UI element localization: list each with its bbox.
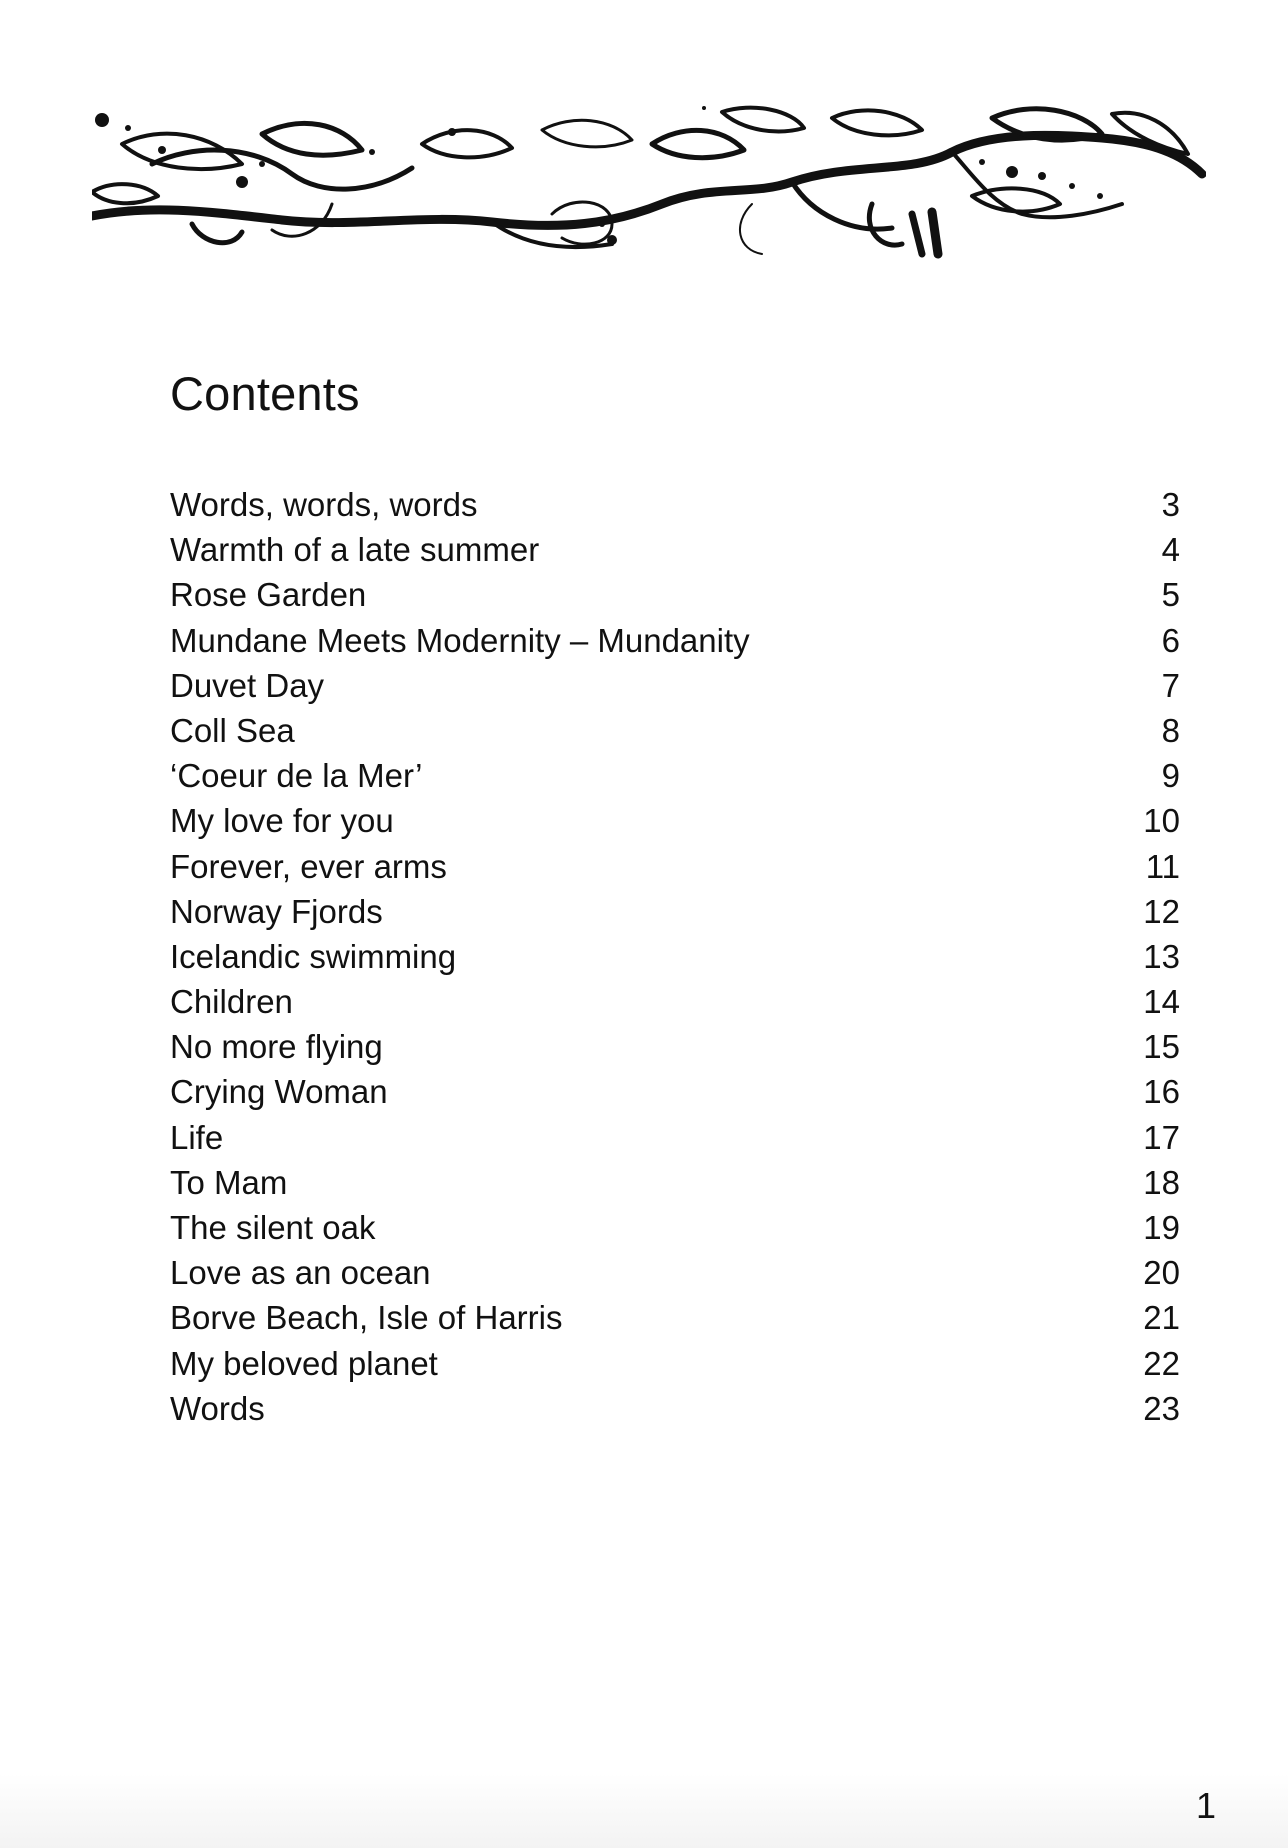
toc-entry-page: 7 xyxy=(1161,666,1180,704)
toc-entry-title: ‘Coeur de la Mer’ xyxy=(170,757,423,795)
toc-entry xyxy=(170,1341,1180,1386)
toc-entry-title: Norway Fjords xyxy=(170,892,383,930)
toc-entry-page: 5 xyxy=(1161,576,1180,614)
toc-entry xyxy=(170,527,1180,572)
toc-entry-title: Borve Beach, Isle of Harris xyxy=(170,1299,563,1337)
toc-entry-title: Forever, ever arms xyxy=(170,847,447,885)
toc-entry xyxy=(170,1069,1180,1114)
toc-entry-title: Icelandic swimming xyxy=(170,937,457,975)
toc-entry-title: Life xyxy=(170,1118,224,1156)
toc-entry xyxy=(170,708,1180,753)
toc-entry xyxy=(170,663,1180,708)
page-title: Contents xyxy=(170,367,360,420)
toc-entry-page: 20 xyxy=(1143,1254,1180,1292)
toc-entry-title: Words xyxy=(170,1389,265,1427)
toc-entry xyxy=(170,572,1180,617)
toc-entry xyxy=(170,979,1180,1024)
toc-entry-page: 11 xyxy=(1145,847,1180,885)
toc-entry xyxy=(170,889,1180,934)
toc-entry-title: Children xyxy=(170,983,293,1021)
vine-drawing xyxy=(92,104,1206,264)
toc-entry xyxy=(170,1205,1180,1250)
toc-entry-title: The silent oak xyxy=(170,1209,376,1246)
toc-entry-title: My beloved planet xyxy=(170,1344,438,1382)
toc-entry-page: 21 xyxy=(1143,1299,1180,1337)
toc-entry xyxy=(170,482,1180,527)
toc-entry-page: 9 xyxy=(1161,757,1180,795)
toc-entry-page: 14 xyxy=(1143,983,1180,1021)
toc-entry xyxy=(170,844,1180,889)
ink-vine-illustration-icon xyxy=(92,104,1206,264)
toc-entry-page: 13 xyxy=(1143,937,1180,975)
toc-entry-title: Warmth of a late summer xyxy=(170,531,540,569)
toc-entry-page: 12 xyxy=(1143,892,1180,930)
toc-entry-title: No more flying xyxy=(170,1028,383,1066)
toc-entry-page: 15 xyxy=(1143,1028,1180,1066)
toc-entry-page: 17 xyxy=(1143,1118,1180,1156)
toc-entry xyxy=(170,1295,1180,1340)
toc-entry xyxy=(170,798,1180,843)
toc-entry-title: Coll Sea xyxy=(170,711,295,749)
toc-entry-page: 18 xyxy=(1143,1163,1180,1201)
toc-entry xyxy=(170,1386,1180,1431)
toc-entry-page: 8 xyxy=(1161,711,1180,749)
toc-entry-page: 16 xyxy=(1143,1073,1180,1111)
toc-entry-title: To Mam xyxy=(170,1163,288,1201)
toc-entry-title: My love for you xyxy=(170,802,394,840)
toc-entry-title: Crying Woman xyxy=(170,1073,388,1111)
toc-entry xyxy=(170,1250,1180,1295)
toc-entry-page: 4 xyxy=(1161,531,1180,569)
toc-entry-page: 3 xyxy=(1161,486,1180,523)
toc-entry xyxy=(170,753,1180,798)
toc-entry xyxy=(170,1115,1180,1160)
page-number: 1 xyxy=(1195,1785,1216,1826)
toc-entry-title: Mundane Meets Modernity – Mundanity xyxy=(170,621,750,659)
toc-entry-page: 6 xyxy=(1161,621,1180,659)
toc-entry xyxy=(170,934,1180,979)
table-of-contents xyxy=(170,482,1180,1431)
toc-entry-title: Rose Garden xyxy=(170,576,367,614)
toc-entry xyxy=(170,618,1180,663)
toc-entry-page: 22 xyxy=(1143,1344,1180,1382)
toc-entry-title: Duvet Day xyxy=(170,666,325,704)
toc-entry-page: 10 xyxy=(1143,802,1180,840)
toc-entry-title: Words, words, words xyxy=(170,486,478,523)
toc-entry xyxy=(170,1024,1180,1069)
toc-entry-page: 19 xyxy=(1143,1209,1180,1246)
toc-entry-title: Love as an ocean xyxy=(170,1254,431,1292)
toc-entry xyxy=(170,1160,1180,1205)
toc-entry-page: 23 xyxy=(1143,1389,1180,1427)
